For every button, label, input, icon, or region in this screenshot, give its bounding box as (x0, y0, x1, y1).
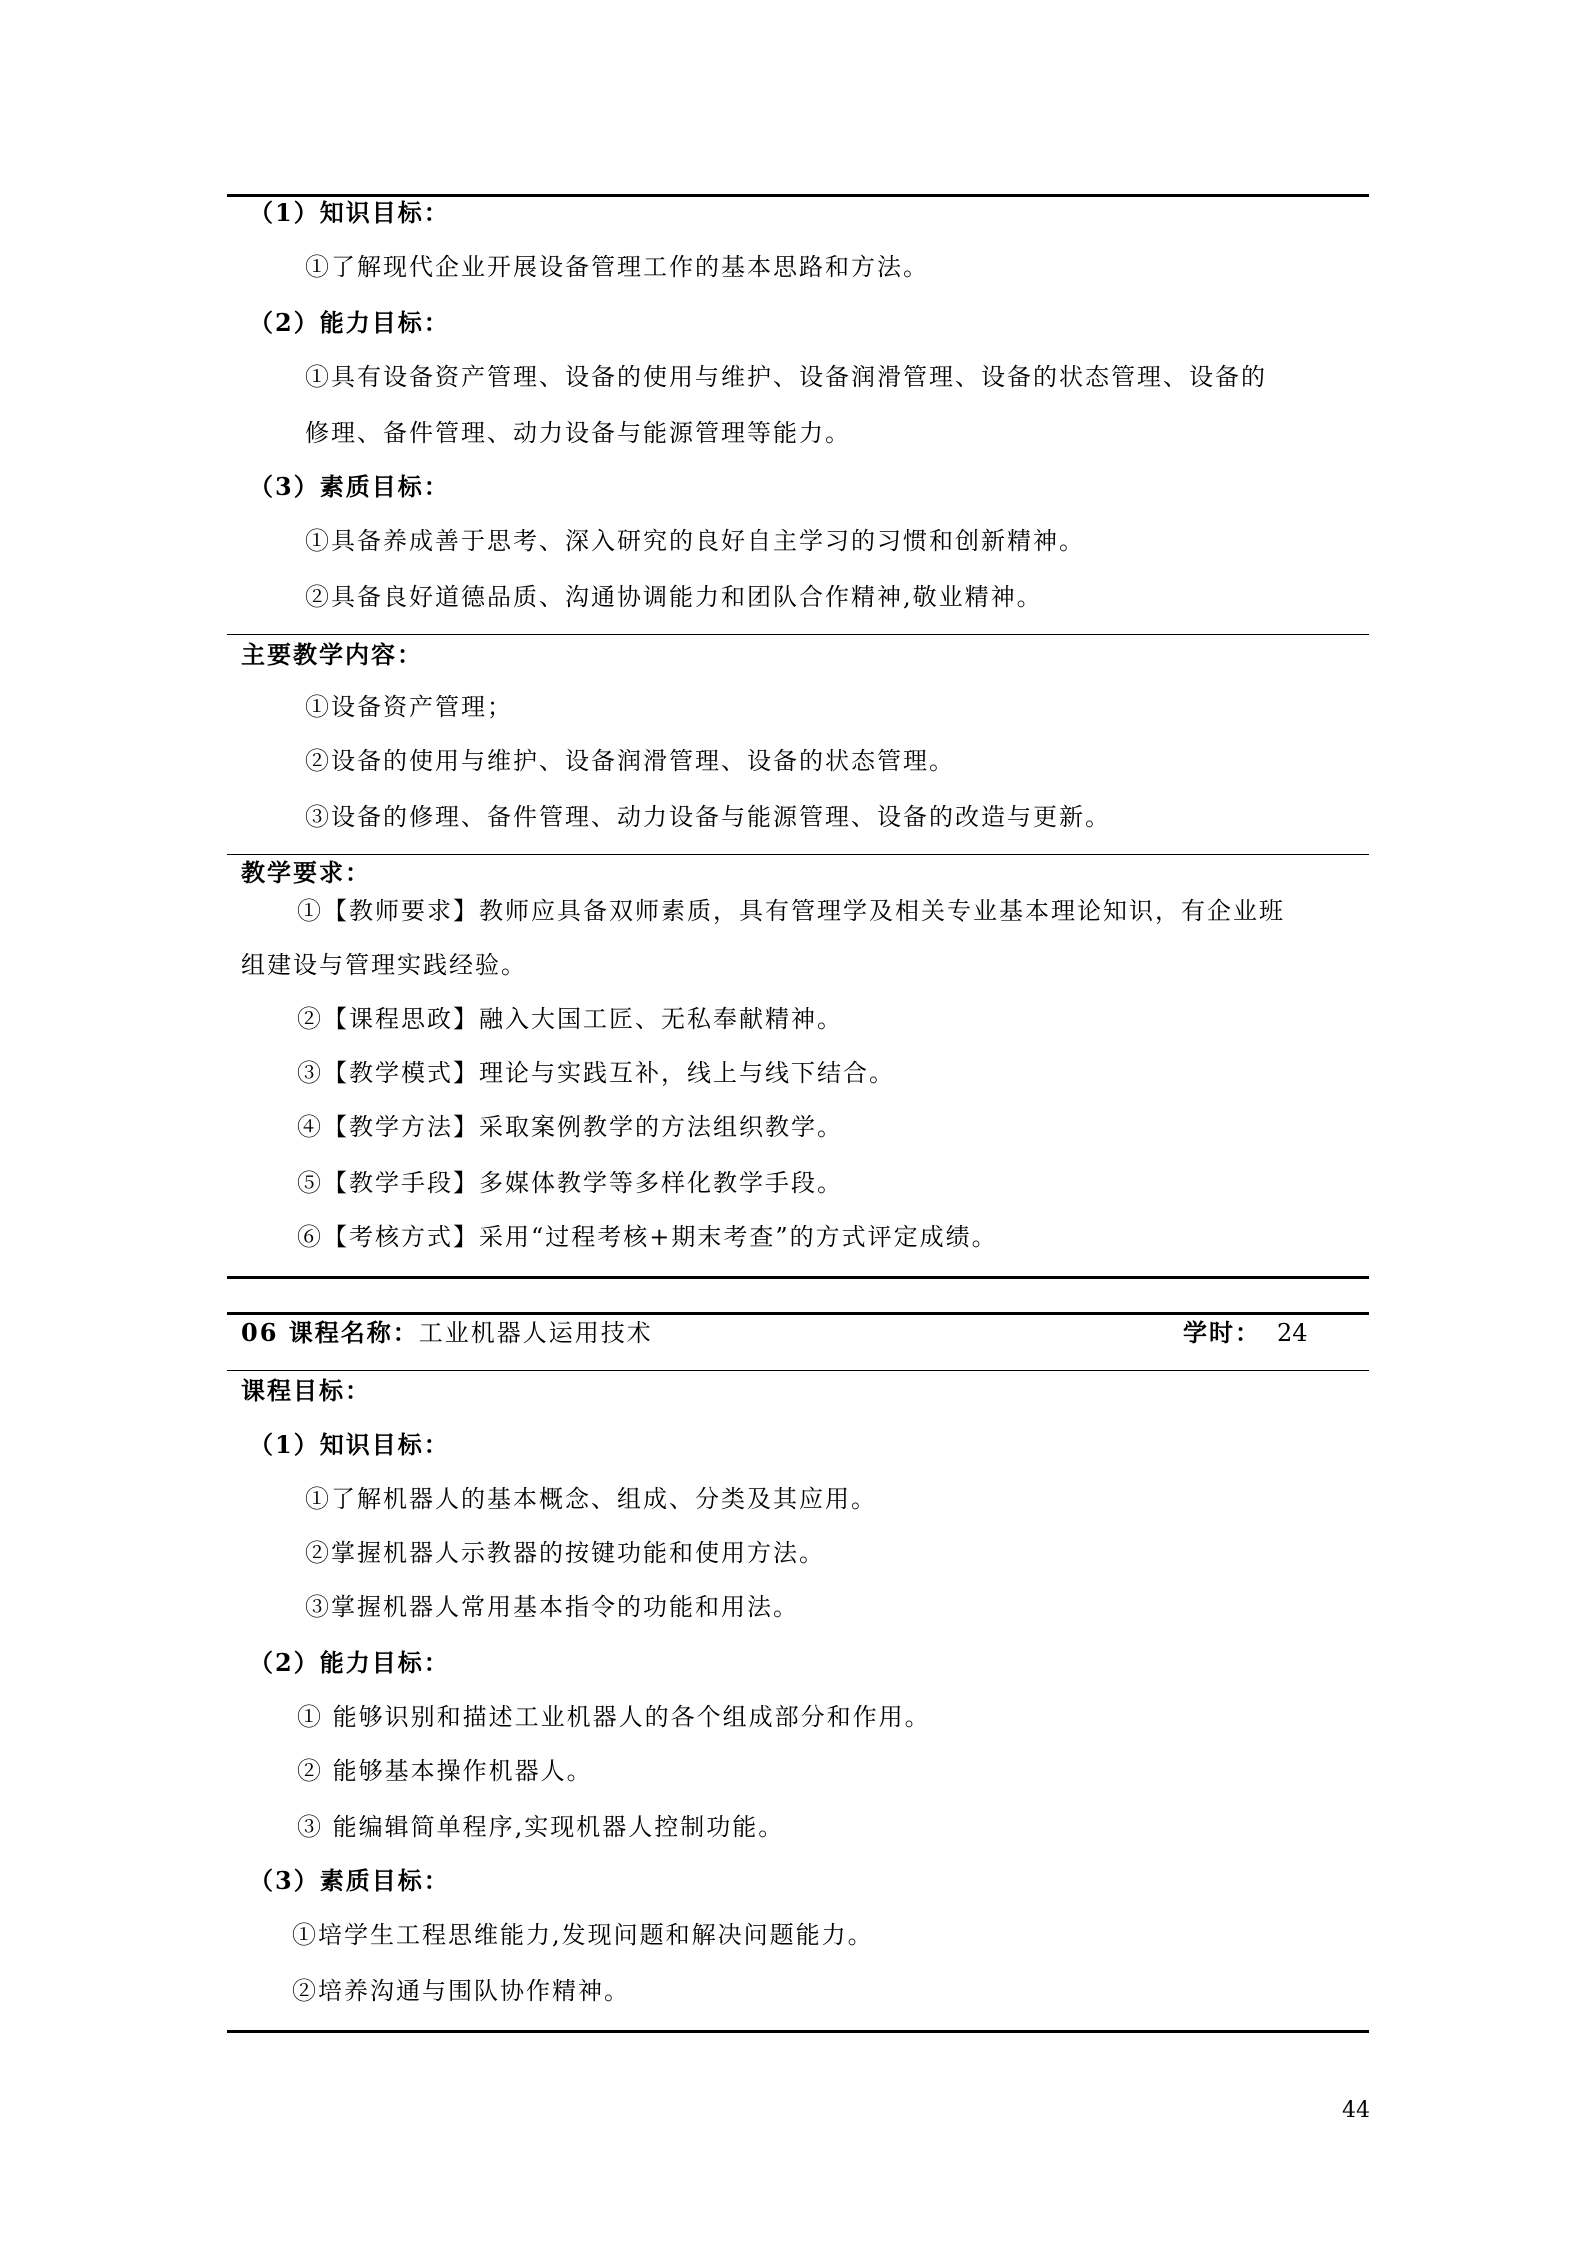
requirement-item: ⑥【考核方式】采用“过程考核+期末考查”的方式评定成绩。 (297, 1223, 998, 1251)
requirement-item: ⑤【教学手段】多媒体教学等多样化教学手段。 (297, 1169, 843, 1197)
knowledge-goal-item: ③掌握机器人常用基本指令的功能和用法。 (305, 1593, 799, 1621)
knowledge-goal-item: ①了解机器人的基本概念、组成、分类及其应用。 (305, 1485, 877, 1513)
table-bottom-border (227, 1276, 1369, 1279)
ability-goals-heading: （2）能力目标： (249, 1648, 450, 1677)
course-name-label: 06 课程名称： (241, 1318, 419, 1347)
content-item: ②设备的使用与维护、设备润滑管理、设备的状态管理。 (305, 747, 955, 775)
content-item: ③设备的修理、备件管理、动力设备与能源管理、设备的改造与更新。 (305, 803, 1111, 831)
teaching-requirements-heading: 教学要求： (241, 858, 371, 887)
main-content-heading: 主要教学内容： (241, 640, 423, 669)
ability-goal-line-1: ①具有设备资产管理、设备的使用与维护、设备润滑管理、设备的状态管理、设备的 (305, 363, 1267, 391)
row-divider (227, 854, 1369, 855)
requirement-line-2: 组建设与管理实践经验。 (241, 951, 527, 979)
quality-goal-item: ②培养沟通与围队协作精神。 (292, 1977, 630, 2005)
requirement-item: ③【教学模式】理论与实践互补，线上与线下结合。 (297, 1059, 895, 1087)
course-goals-heading: 课程目标： (241, 1376, 371, 1405)
quality-goal-item: ①培学生工程思维能力,发现问题和解决问题能力。 (292, 1921, 874, 1949)
requirement-item: ②【课程思政】融入大国工匠、无私奉献精神。 (297, 1005, 843, 1033)
ability-goal-item: ② 能够基本操作机器人。 (297, 1757, 593, 1785)
knowledge-goal-item: ②掌握机器人示教器的按键功能和使用方法。 (305, 1539, 825, 1567)
quality-goals-heading: （3）素质目标： (249, 472, 450, 501)
quality-goals-heading: （3）素质目标： (249, 1866, 450, 1895)
ability-goal-line-2: 修理、备件管理、动力设备与能源管理等能力。 (305, 419, 851, 447)
ability-goal-item: ① 能够识别和描述工业机器人的各个组成部分和作用。 (297, 1703, 931, 1731)
course-hours-value: 24 (1277, 1319, 1308, 1347)
table-top-border (227, 1312, 1369, 1315)
table-top-border (227, 194, 1369, 197)
page-number: 44 (1342, 2098, 1370, 2123)
course-name-row (241, 1318, 653, 1348)
ability-goals-heading: （2）能力目标： (249, 308, 450, 337)
knowledge-goal-item: ①了解现代企业开展设备管理工作的基本思路和方法。 (305, 253, 929, 281)
course-hours-label: 学时： (1183, 1318, 1261, 1347)
knowledge-goals-heading: （1）知识目标： (249, 1430, 450, 1459)
course-name-value: 工业机器人运用技术 (418, 1319, 653, 1347)
row-divider (227, 634, 1369, 635)
knowledge-goals-heading: （1）知识目标： (249, 198, 450, 227)
requirement-line-1: ①【教师要求】教师应具备双师素质，具有管理学及相关专业基本理论知识，有企业班 (297, 897, 1285, 925)
content-item: ①设备资产管理； (305, 693, 513, 721)
ability-goal-item: ③ 能编辑简单程序,实现机器人控制功能。 (297, 1813, 785, 1841)
row-divider (227, 1370, 1369, 1371)
table-bottom-border (227, 2030, 1369, 2033)
quality-goal-item: ②具备良好道德品质、沟通协调能力和团队合作精神,敬业精神。 (305, 583, 1043, 611)
requirement-item: ④【教学方法】采取案例教学的方法组织教学。 (297, 1113, 843, 1141)
quality-goal-item: ①具备养成善于思考、深入研究的良好自主学习的习惯和创新精神。 (305, 527, 1085, 555)
